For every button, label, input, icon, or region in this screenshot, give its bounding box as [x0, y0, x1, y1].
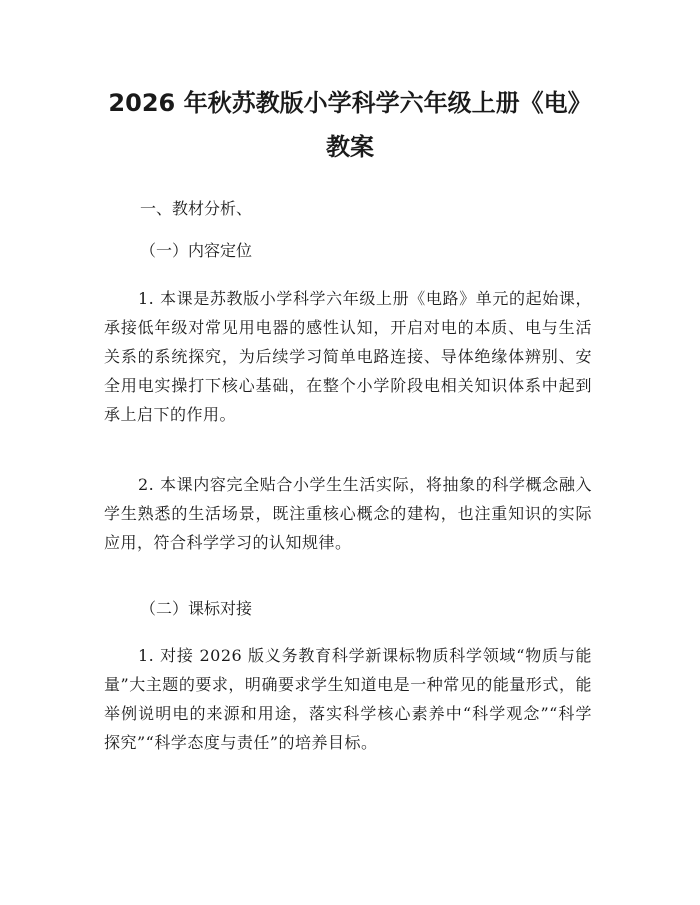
section-heading: 一、教材分析、 — [140, 199, 253, 218]
subsection-heading-content-position: （一）内容定位 — [140, 241, 253, 260]
subsection-heading-curriculum-standard: （二）课标对接 — [140, 599, 253, 618]
document-title-continued: 教案 — [326, 133, 374, 161]
paragraph-1: 1. 本课是苏教版小学科学六年级上册《电路》单元的起始课，承接低年级对常见用电器的感性认知，开启对电的本质、电与生活关系的系统探究，为后续学习简单电路连接、导体绝缘体辨别、安全用电实操打下核心基础，在整个小学阶段电相关知识体系中起到承上启下的作用。 — [104, 289, 592, 424]
paragraph-3: 1. 对接 2026 版义务教育科学新课标物质科学领域“物质与能量”大主题的要求，明确要求学生知道电是一种常见的能量形式，能举例说明电的来源和用途，落实科学核心素养中“科学观念”“科学探究”“科学态度与责任”的培养目标。 — [104, 646, 592, 752]
document-title: 2026 年秋苏教版小学科学六年级上册《电》 — [108, 89, 592, 117]
paragraph-2: 2. 本课内容完全贴合小学生生活实际，将抽象的科学概念融入学生熟悉的生活场景，既注重核心概念的建构，也注重知识的实际应用，符合科学学习的认知规律。 — [104, 475, 592, 552]
